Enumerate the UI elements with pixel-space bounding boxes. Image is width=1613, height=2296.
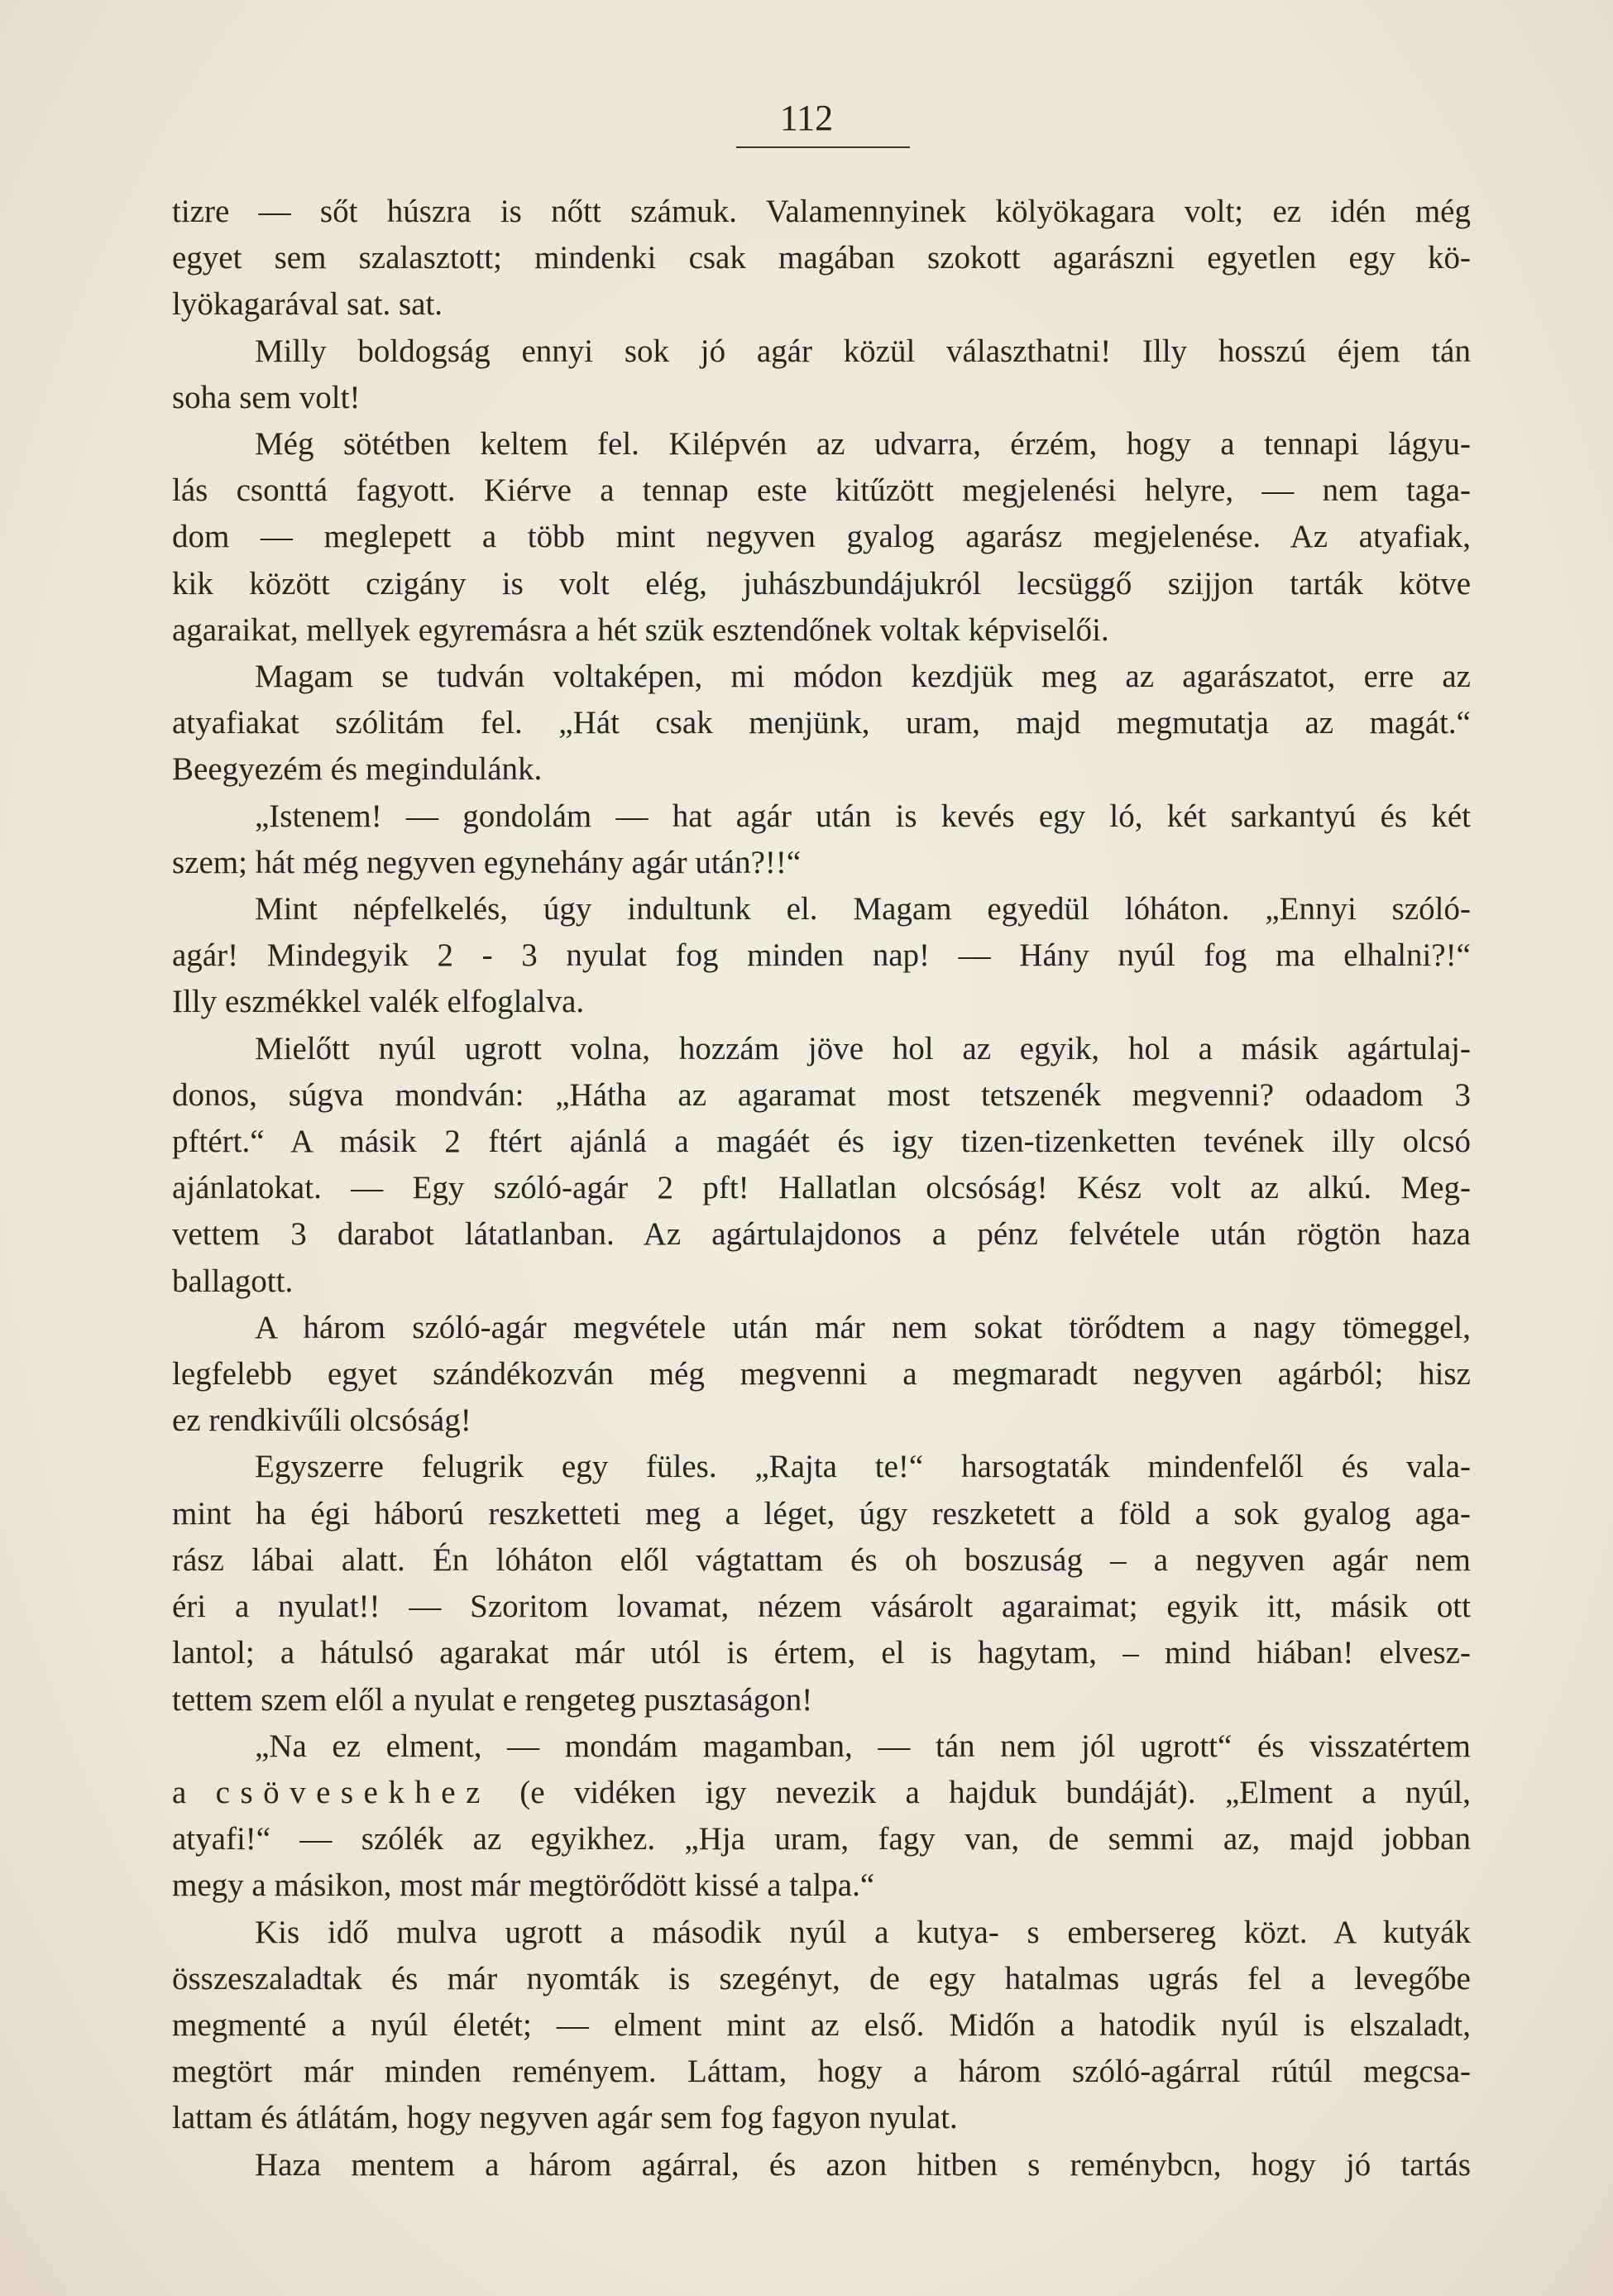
text-line: lás csonttá fagyott. Kiérve a tennap este kitűzött megjelenési helyre, — nem taga- xyxy=(172,472,1471,509)
paragraph xyxy=(172,1305,1471,1445)
text-line: atyafiakat szólitám fel. „Hát csak menjünk, uram, majd megmutatja az magát.“ xyxy=(172,705,1471,741)
text-line: a csövesekhez (e vidéken igy nevezik a hajduk bundáját). „Elment a nyúl, xyxy=(172,1774,1472,1810)
paragraph xyxy=(172,1723,1471,1910)
text-line: ballagott. xyxy=(172,1263,294,1299)
paragraph xyxy=(172,793,1471,886)
text-line: Haza mentem a három agárral, és azon hitben s reménybcn, hogy jó tartás xyxy=(255,2146,1471,2183)
text-line: Beegyezém és megindulánk. xyxy=(172,751,543,788)
text-line: agár! Mindegyik 2 - 3 nyulat fog minden nap! — Hány nyúl fog ma elhalni?!“ xyxy=(172,937,1471,974)
text-line: megmenté a nyúl életét; — elment mint az első. Midőn a hatodik nyúl is elszaladt, xyxy=(172,2006,1471,2043)
text-line: szem; hát még negyven egynehány agár után?!!“ xyxy=(172,844,802,880)
text-line: Kis idő mulva ugrott a második nyúl a kutya- s embersereg közt. A kutyák xyxy=(255,1914,1471,1950)
text-line: tettem szem elől a nyulat e rengeteg pusztaságon! xyxy=(172,1681,813,1718)
text-line: ez rendkivűli olcsóság! xyxy=(172,1402,471,1439)
paragraph xyxy=(172,328,1471,421)
header-rule xyxy=(736,146,910,148)
paragraph xyxy=(172,189,1471,328)
text-line: egyet sem szalasztott; mindenki csak magában szokott agarászni egyetlen egy kö- xyxy=(172,240,1471,276)
text-line: A három szóló-agár megvétele után már nem sokat törődtem a nagy tömeggel, xyxy=(255,1309,1471,1345)
text-line: megtört már minden reményem. Láttam, hogy a három szóló-agárral rútúl megcsa- xyxy=(172,2054,1471,2090)
text-line: atyafi!“ — szólék az egyikhez. „Hja uram, fagy van, de semmi az, majd jobban xyxy=(172,1821,1471,1857)
paragraph xyxy=(172,654,1471,793)
text-line: legfelebb egyet szándékozván még megvenni a megmaradt negyven agárból; hisz xyxy=(172,1356,1471,1392)
text-line: dom — meglepett a több mint negyven gyalog agarász megjelenése. Az atyafiak, xyxy=(172,519,1471,555)
text-line: kik között czigány is volt elég, juhászbundájukról lecsüggő szijjon tarták kötve xyxy=(172,565,1471,602)
text-line: pftért.“ A másik 2 ftért ajánlá a magáét és igy tizen-tizenketten tevének illy olcsó xyxy=(172,1124,1471,1160)
text-line: rász lábai alatt. Én lóháton elől vágtattam és oh boszuság – a negyven agár nem xyxy=(172,1541,1471,1578)
paragraph xyxy=(172,1910,1471,2142)
text-line: Még sötétben keltem fel. Kilépvén az udvarra, érzém, hogy a tennapi lágyu- xyxy=(255,426,1471,463)
text-line: agaraikat, mellyek egyremásra a hét szük esztendőnek voltak képviselői. xyxy=(172,611,1109,648)
paragraph xyxy=(172,421,1471,654)
text-line: Illy eszmékkel valék elfoglalva. xyxy=(172,984,585,1020)
text-line: összeszaladtak és már nyomták is szegényt, de egy hatalmas ugrás fel a levegőbe xyxy=(172,1960,1471,1996)
paragraph xyxy=(172,886,1471,1026)
text-line: lyökagarával sat. sat. xyxy=(172,286,443,323)
text-line: Milly boldogság ennyi sok jó agár közül választhatni! Illy hosszú éjem tán xyxy=(255,333,1471,369)
text-line: „Istenem! — gondolám — hat agár után is kevés egy ló, két sarkantyú és két xyxy=(255,798,1471,834)
text-line: ajánlatokat. — Egy szóló-agár 2 pft! Hallatlan olcsóság! Kész volt az alkú. Meg- xyxy=(172,1170,1471,1206)
text-line: lattam és átlátám, hogy negyven agár sem fog fagyon nyulat. xyxy=(172,2100,958,2136)
text-line: Mint népfelkelés, úgy indultunk el. Magam egyedül lóháton. „Ennyi szóló- xyxy=(255,891,1471,928)
text-line: donos, súgva mondván: „Hátha az agaramat most tetszenék megvenni? odaadom 3 xyxy=(172,1076,1471,1113)
text-line: soha sem volt! xyxy=(172,379,361,415)
paragraph xyxy=(172,1444,1471,1723)
text-line: megy a másikon, most már megtörődött kissé a talpa.“ xyxy=(172,1867,875,1904)
body-text xyxy=(172,189,1471,2188)
paragraph xyxy=(172,2142,1471,2188)
text-line: Magam se tudván voltaképen, mi módon kezdjük meg az agarászatot, erre az xyxy=(255,659,1471,695)
text-line: „Na ez elment, — mondám magamban, — tán nem jól ugrott“ és visszatértem xyxy=(255,1728,1471,1764)
text-line: vettem 3 darabot látatlanban. Az agártulajdonos a pénz felvétele után rögtön haza xyxy=(172,1216,1471,1253)
paragraph xyxy=(172,1026,1471,1305)
text-line: Mielőtt nyúl ugrott volna, hozzám jöve hol az egyik, hol a másik agártulaj- xyxy=(255,1030,1471,1067)
text-line: Egyszerre felugrik egy füles. „Rajta te!“ harsogtaták mindenfelől és vala- xyxy=(255,1449,1471,1485)
page-number: 112 xyxy=(779,98,834,138)
text-line: lantol; a hátulsó agarakat már utól is értem, el is hagytam, – mind hiában! elvesz- xyxy=(172,1635,1471,1671)
text-line: mint ha égi háború reszketteti meg a léget, úgy reszketett a föld a sok gyalog aga- xyxy=(172,1495,1471,1531)
text-line: éri a nyulat!! — Szoritom lovamat, nézem vásárolt agaraimat; egyik itt, másik ott xyxy=(172,1589,1471,1625)
text-line: tizre — sőt húszra is nőtt számuk. Valamennyinek kölyökagara volt; ez idén még xyxy=(172,194,1471,229)
